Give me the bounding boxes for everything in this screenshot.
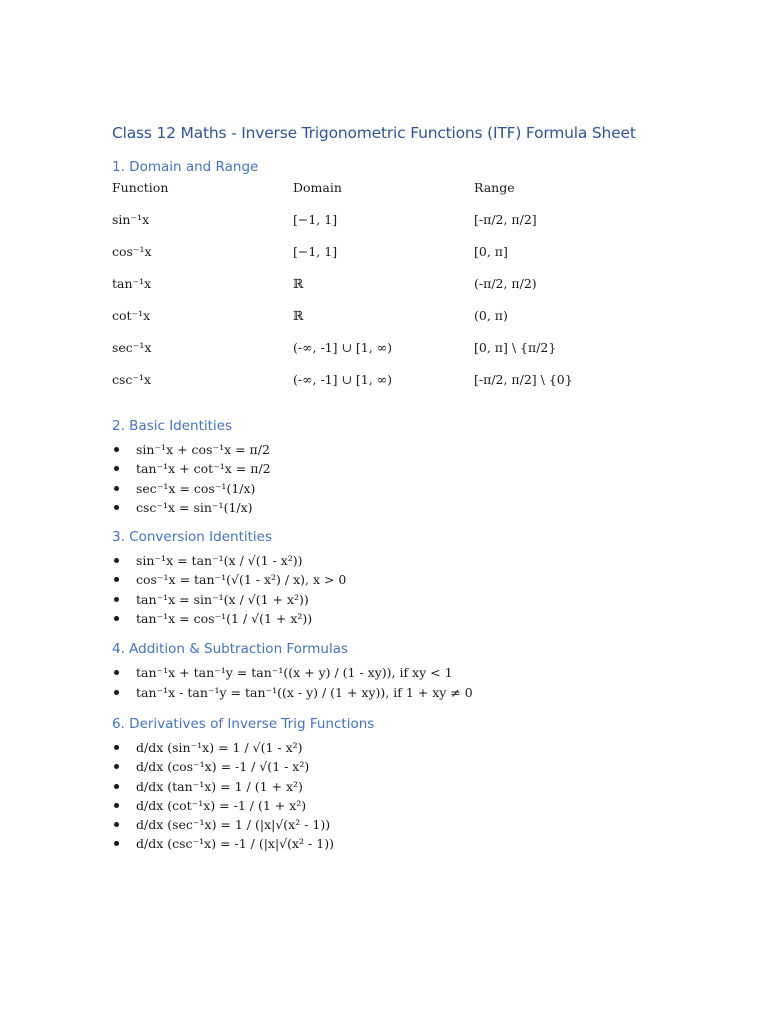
list-item: csc⁻¹x = sin⁻¹(1/x)	[112, 498, 712, 517]
addition-subtraction-list	[112, 663, 712, 702]
list-item: sec⁻¹x = cos⁻¹(1/x)	[112, 479, 712, 498]
section-heading-derivatives: 6. Derivatives of Inverse Trig Functions	[112, 715, 375, 732]
cell-range: [0, π]	[474, 244, 508, 259]
list-item: sin⁻¹x + cos⁻¹x = π/2	[112, 440, 712, 459]
table-row	[112, 212, 674, 244]
cell-function: tan⁻¹x	[112, 276, 152, 291]
cell-range: [-π/2, π/2]	[474, 212, 537, 227]
cell-domain: [−1, 1]	[293, 244, 338, 259]
cell-domain: (-∞, -1] ∪ [1, ∞)	[293, 340, 392, 355]
cell-domain: ℝ	[293, 276, 304, 291]
section-heading-basic-identities: 2. Basic Identities	[112, 418, 233, 434]
list-item: tan⁻¹x = sin⁻¹(x / √(1 + x²))	[112, 590, 712, 609]
cell-domain: (-∞, -1] ∪ [1, ∞)	[293, 372, 392, 387]
cell-function: cot⁻¹x	[112, 308, 151, 323]
basic-identities-list	[112, 440, 712, 517]
column-header-range: Range	[474, 180, 515, 195]
section-heading-domain-range: 1. Domain and Range	[112, 159, 259, 175]
list-item: d/dx (cot⁻¹x) = -1 / (1 + x²)	[112, 796, 712, 815]
list-item: d/dx (tan⁻¹x) = 1 / (1 + x²)	[112, 777, 712, 796]
cell-domain: [−1, 1]	[293, 212, 338, 227]
list-item: sin⁻¹x = tan⁻¹(x / √(1 - x²))	[112, 551, 712, 570]
cell-range: [-π/2, π/2] \ {0}	[474, 372, 573, 387]
derivatives-list	[112, 738, 712, 854]
list-item: tan⁻¹x + cot⁻¹x = π/2	[112, 459, 712, 478]
domain-range-table	[112, 180, 674, 404]
cell-range: (0, π)	[474, 308, 508, 323]
cell-domain: ℝ	[293, 308, 304, 323]
cell-range: [0, π] \ {π/2}	[474, 340, 557, 355]
table-row	[112, 276, 674, 308]
column-header-function: Function	[112, 180, 169, 195]
table-row	[112, 308, 674, 340]
section-heading-addition-subtraction: 4. Addition & Subtraction Formulas	[112, 641, 349, 658]
table-row	[112, 372, 674, 404]
list-item: tan⁻¹x = cos⁻¹(1 / √(1 + x²))	[112, 609, 712, 628]
list-item: tan⁻¹x + tan⁻¹y = tan⁻¹((x + y) / (1 - xy)), if xy < 1	[112, 663, 712, 682]
cell-function: sin⁻¹x	[112, 212, 150, 227]
table-row	[112, 340, 674, 372]
list-item: d/dx (csc⁻¹x) = -1 / (|x|√(x² - 1))	[112, 834, 712, 853]
table-header-row	[112, 180, 674, 212]
list-item: tan⁻¹x - tan⁻¹y = tan⁻¹((x - y) / (1 + xy)), if 1 + xy ≠ 0	[112, 683, 712, 702]
list-item: d/dx (cos⁻¹x) = -1 / √(1 - x²)	[112, 757, 712, 776]
section-heading-conversion-identities: 3. Conversion Identities	[112, 529, 272, 546]
cell-function: csc⁻¹x	[112, 372, 152, 387]
cell-range: (-π/2, π/2)	[474, 276, 537, 291]
cell-function: sec⁻¹x	[112, 340, 152, 355]
cell-function: cos⁻¹x	[112, 244, 152, 259]
conversion-identities-list	[112, 551, 712, 628]
list-item: d/dx (sin⁻¹x) = 1 / √(1 - x²)	[112, 738, 712, 757]
list-item: d/dx (sec⁻¹x) = 1 / (|x|√(x² - 1))	[112, 815, 712, 834]
column-header-domain: Domain	[293, 180, 342, 195]
formula-sheet-page	[112, 124, 712, 854]
page-title: Class 12 Maths - Inverse Trigonometric Functions (ITF) Formula Sheet	[112, 124, 636, 142]
list-item: cos⁻¹x = tan⁻¹(√(1 - x²) / x), x > 0	[112, 570, 712, 589]
table-row	[112, 244, 674, 276]
